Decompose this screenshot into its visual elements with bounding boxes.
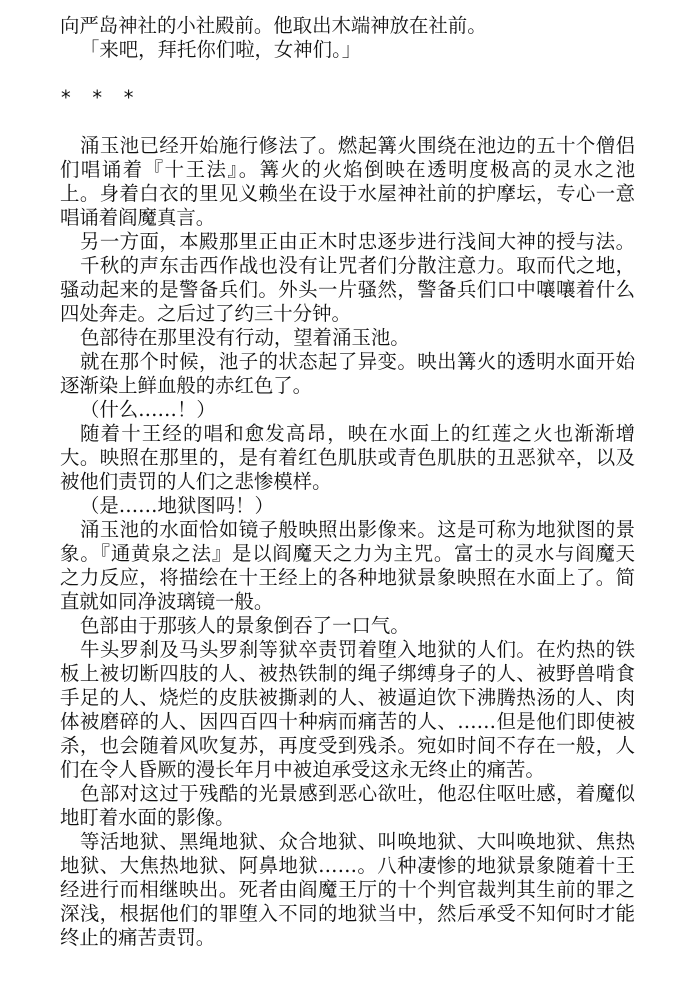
paragraph-line: 另一方面，本殿那里正由正木时忠逐步进行浅间大神的授与法。 — [80, 230, 635, 253]
paragraph-line: 被他们责罚的人们之悲惨模样。 — [60, 470, 332, 493]
blank-line — [60, 62, 635, 86]
paragraph-line: 象。『通黄泉之法』是以阎魔天之力为主咒。富士的灵水与阎魔天 — [60, 542, 635, 565]
paragraph-line: 经进行而相继映出。死者由阎魔王厅的十个判官裁判其生前的罪之 — [60, 878, 635, 901]
paragraph-line: 上。身着白衣的里见义赖坐在设于水屋神社前的护摩坛，专心一意 — [60, 182, 635, 205]
paragraph-line: 们在令人昏厥的漫长年月中被迫承受这永无终止的痛苦。 — [60, 758, 545, 781]
paragraph-line: 杀，也会随着风吹复苏，再度受到残杀。宛如时间不存在一般，人 — [60, 734, 635, 757]
paragraph-line: 等活地狱、黑绳地狱、众合地狱、叫唤地狱、大叫唤地狱、焦热 — [80, 830, 635, 853]
paragraph-line: 色部对这过于残酷的光景感到恶心欲吐，他忍住呕吐感，着魔似 — [80, 782, 635, 805]
section-separator: * * * — [60, 86, 139, 109]
paragraph-line: 千秋的声东击西作战也没有让咒者们分散注意力。取而代之地， — [80, 254, 635, 277]
paragraph-line: 就在那个时候，池子的状态起了异变。映出篝火的透明水面开始 — [80, 350, 635, 373]
document-page — [60, 14, 635, 950]
paragraph-line: 大。映照在那里的，是有着红色肌肤或青色肌肤的丑恶狱卒，以及 — [60, 446, 635, 469]
paragraph-line: 之力反应，将描绘在十王经上的各种地狱景象映照在水面上了。简 — [60, 566, 635, 589]
paragraph-line: 牛头罗刹及马头罗刹等狱卒责罚着堕入地狱的人们。在灼热的铁 — [80, 638, 635, 661]
paragraph-line: 手足的人、烧烂的皮肤被撕剥的人、被逼迫饮下沸腾热汤的人、肉 — [60, 686, 635, 709]
paragraph-line: 逐渐染上鲜血般的赤红色了。 — [60, 374, 313, 397]
paragraph-line: 色部由于那骇人的景象倒吞了一口气。 — [80, 614, 410, 637]
paragraph-line: 直就如同净波璃镜一般。 — [60, 590, 274, 613]
paragraph-line: 体被磨碎的人、因四百四十种病而痛苦的人、……但是他们即使被 — [60, 710, 635, 733]
dialogue-line: 「来吧，拜托你们啦，女神们。」 — [80, 38, 362, 61]
paragraph-line: 们唱诵着『十王法』。篝火的火焰倒映在透明度极高的灵水之池 — [60, 158, 635, 181]
paragraph-line: 色部待在那里没有行动，望着涌玉池。 — [80, 326, 410, 349]
blank-line — [60, 110, 635, 134]
paragraph-line: 板上被切断四肢的人、被热铁制的绳子绑缚身子的人、被野兽啃食 — [60, 662, 635, 685]
inner-thought-line: （是……地狱图吗！） — [80, 494, 274, 517]
paragraph-line: 涌玉池的水面恰如镜子般映照出影像来。这是可称为地狱图的景 — [80, 518, 635, 541]
paragraph-line: 涌玉池已经开始施行修法了。燃起篝火围绕在池边的五十个僧侣 — [80, 134, 635, 157]
paragraph-line: 地狱、大焦热地狱、阿鼻地狱……。八种凄惨的地狱景象随着十王 — [60, 854, 635, 877]
paragraph-line: 骚动起来的是警备兵们。外头一片骚然，警备兵们口中嚷嚷着什么 — [60, 278, 635, 301]
paragraph-line: 四处奔走。之后过了约三十分钟。 — [60, 302, 351, 325]
inner-thought-line: （什么……！） — [80, 398, 216, 421]
paragraph-line: 终止的痛苦责罚。 — [60, 926, 216, 949]
paragraph-line: 深浅，根据他们的罪堕入不同的地狱当中，然后承受不知何时才能 — [60, 902, 635, 925]
paragraph-line: 随着十王经的唱和愈发高昂，映在水面上的红莲之火也渐渐增 — [80, 422, 635, 445]
paragraph-line: 唱诵着阎魔真言。 — [60, 206, 216, 229]
paragraph-line: 地盯着水面的影像。 — [60, 806, 235, 829]
text-line: 向严岛神社的小社殿前。他取出木端神放在社前。 — [60, 14, 487, 37]
